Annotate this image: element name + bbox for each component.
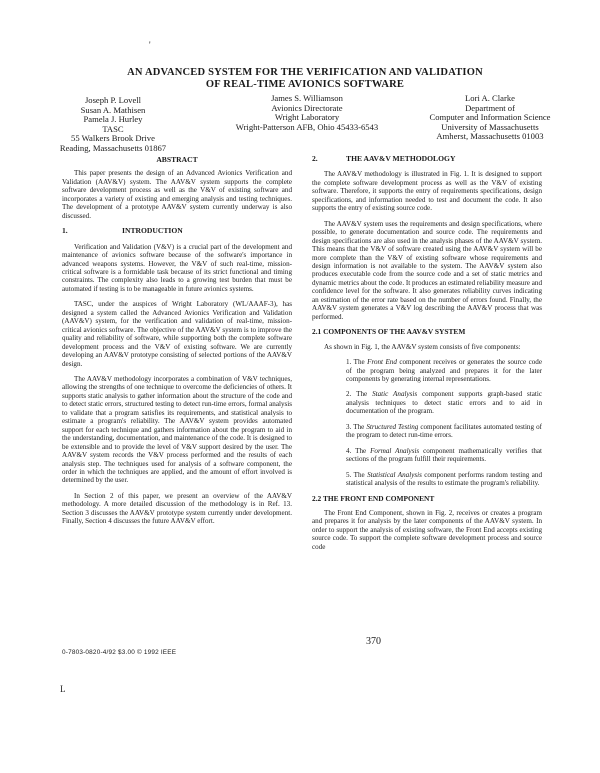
author-address: Reading, Massachusetts 01867: [59, 142, 167, 153]
author-name: James S. Williamson: [271, 93, 343, 103]
list-item: [342, 423, 542, 440]
item-number: 1.: [346, 358, 352, 367]
author-affiliation: University of Massachusetts: [441, 121, 539, 132]
author-affiliation: Computer and Information Science: [429, 112, 551, 122]
author-name: Pamela J. Hurley: [83, 114, 143, 124]
author-affiliation: Department of: [465, 102, 515, 113]
title-line-2: OF REAL-TIME AVIONICS SOFTWARE: [205, 79, 405, 90]
author-affiliation: TASC: [102, 123, 124, 134]
intro-paragraph: The AAV&V methodology incorporates a combination of V&V techniques, allowing the strengths of one technique to overcome the deficiencies of others. It supports static analysis to gather information about the structure of the code and to detect static errors, structured testing to detect run-time errors, formal analysis to validate that a program satisfies its requirements, and statistical analysis to estimate a program's reliability. The AAV&V system provides automated support for each technique and gathers information about the program to aid in the understanding, documentation, and maintenance of the code. It is designed to be extensible and to provide the level of V&V support desired by the user. The AAV&V system records the V&V process performed and the results of each analysis step. The techniques used for analysis of a software component, the order in which the techniques are applied, and the amount of effort involved is determined by the user.: [62, 374, 292, 485]
author-name: Susan A. Mathisen: [80, 104, 146, 115]
scan-mark-bottom: L: [60, 684, 66, 694]
subsection-heading-front-end: 2.2 THE FRONT END COMPONENT: [312, 493, 435, 503]
section-number: 2.: [312, 154, 318, 163]
component-name: Front End: [367, 358, 397, 367]
author-name: Joseph P. Lovell: [84, 95, 142, 105]
author-address: Wright-Patterson AFB, Ohio 45433-6543: [235, 121, 379, 132]
copyright-line: 0-7803-0820-4/92 $3.00 © 1992 IEEE: [62, 649, 177, 656]
author-block-right: [405, 94, 575, 142]
intro-paragraph: In Section 2 of this paper, we present an overview of the AAV&V methodology. A more detailed discussion of the methodology is in Ref. 13. Section 3 discusses the AAV&V prototype system currently under development. Finally, Section 4 discusses the future AAV&V effort.: [62, 491, 292, 526]
right-column: [312, 149, 542, 558]
item-text: component performs random testing and statistical analysis of the results to estimate the program's reliability.: [346, 470, 542, 488]
item-text: The: [355, 446, 371, 455]
item-text: component mathematically verifies that sections of the program fulfill their requirements.: [346, 446, 542, 464]
item-text: component receives or generates the source code of the program being analyzed and prepares it for the later components by generating internal representations.: [346, 358, 542, 383]
component-name: Static Analysis: [372, 390, 418, 399]
intro-paragraph: TASC, under the auspices of Wright Laboratory (WL/AAAF-3), has designed a system called the Advanced Avionics Verification and Validation (AAV&V) system, for the verification and validation of real-time, mission-critical avionics software. The objective of the AAV&V system is to improve the quality and reliability of software, while supporting both the complete software development process and the V&V of existing software. We are currently developing an AAV&V prototype consisting of selected portions of the AAV&V design.: [62, 300, 292, 368]
subsection-heading-components: 2.1 COMPONENTS OF THE AAV&V SYSTEM: [312, 327, 466, 337]
section-heading-methodology: [312, 155, 542, 163]
scan-mark-top: ': [149, 40, 151, 50]
section-heading-introduction: [62, 227, 292, 235]
intro-paragraph: Verification and Validation (V&V) is a crucial part of the development and maintenance of avionics software because of the software's importance in advanced weapons systems. However, the V&V of such real-time, mission-critical software is a formidable task because of its strict functional and timing constraints. The complexity also leads to a growing test burden that must be automated if testing is to be manageable in future avionics systems.: [62, 242, 292, 293]
item-text: The: [353, 422, 367, 431]
methodology-paragraph: The AAV&V methodology is illustrated in Fig. 1. It is designed to support the complete software development process as well as the V&V of existing software. Therefore, it supports the entry of requirements specifications, design specifications, and information needed to test and document the code. It also supports the entry of existing source code.: [312, 170, 542, 213]
list-item: [342, 390, 542, 415]
item-text: component supports graph-based static analysis techniques to detect static errors and to aid in documentation of the program.: [346, 390, 543, 416]
item-text: component facilitates automated testing of the program to detect run-time errors.: [346, 422, 542, 440]
list-item: [342, 447, 542, 464]
methodology-paragraph: The AAV&V system uses the requirements and design specifications, where possible, to generate documentation and source code. The requirements and design specifications are also used in the analysis phases of the AAV&V system. This means that the V&V of software created using the AAV&V system will be more complete than the V&V of existing software whose requirements and design information is not available to the system. The AAV&V system also produces executable code from the source code and a set of static metrics and dynamic metrics about the code. It produces an estimated reliability measure and confidence level for the software. It also generates reliability curves indicating an estimation of the error rate based on the number of errors found. Finally, the AAV&V system generates a V&V log describing the AAV&V process that was performed.: [312, 219, 542, 321]
component-name: Statistical Analysis: [367, 470, 422, 479]
page-number: 370: [366, 636, 381, 647]
item-text: The: [353, 470, 368, 479]
item-number: 2.: [346, 390, 352, 399]
item-number: 4.: [346, 446, 352, 455]
components-list: [312, 358, 542, 487]
components-intro: As shown in Fig. 1, the AAV&V system consists of five components:: [324, 342, 521, 351]
author-block-left: [48, 96, 178, 153]
paper-title: [60, 67, 550, 91]
list-item: [342, 358, 542, 383]
abstract-text: This paper presents the design of an Advanced Avionics Verification and Validation (AAV&V) system. The AAV&V system supports the complete software development process as well as the V&V of existing software and incorporates a variety of existing and emerging analysis and testing techniques. The development of a prototype AAV&V system currently underway is also discussed.: [62, 169, 292, 220]
item-text: The: [356, 390, 373, 399]
left-column: [62, 156, 292, 533]
author-affiliation: Avionics Directorate: [271, 102, 343, 113]
author-affiliation: Wright Laboratory: [274, 112, 340, 122]
item-text: The: [353, 358, 368, 367]
component-name: Formal Analysis: [370, 446, 420, 455]
title-line-1: AN ADVANCED SYSTEM FOR THE VERIFICATION AND VALIDATION: [127, 67, 483, 78]
section-number: 1.: [62, 226, 68, 236]
item-number: 5.: [346, 470, 352, 479]
item-number: 3.: [346, 422, 352, 431]
section-title: THE AAV&V METHODOLOGY: [346, 154, 456, 163]
front-end-paragraph: The Front End Component, shown in Fig. 2, receives or creates a program and prepares it for analysis by the later components of the AAV&V system. In order to support the analysis of existing software, the Front End accepts existing source code. To support the complete software development process and source code: [312, 508, 542, 551]
component-name: Structured Testing: [366, 422, 419, 431]
author-name: Lori A. Clarke: [465, 93, 515, 103]
section-title: INTRODUCTION: [122, 226, 183, 236]
list-item: [342, 471, 542, 488]
abstract-heading: ABSTRACT: [156, 155, 198, 164]
author-address: 55 Walkers Brook Drive: [71, 133, 155, 143]
author-block-middle: [217, 94, 397, 132]
author-address: Amherst, Massachusetts 01003: [436, 131, 544, 141]
